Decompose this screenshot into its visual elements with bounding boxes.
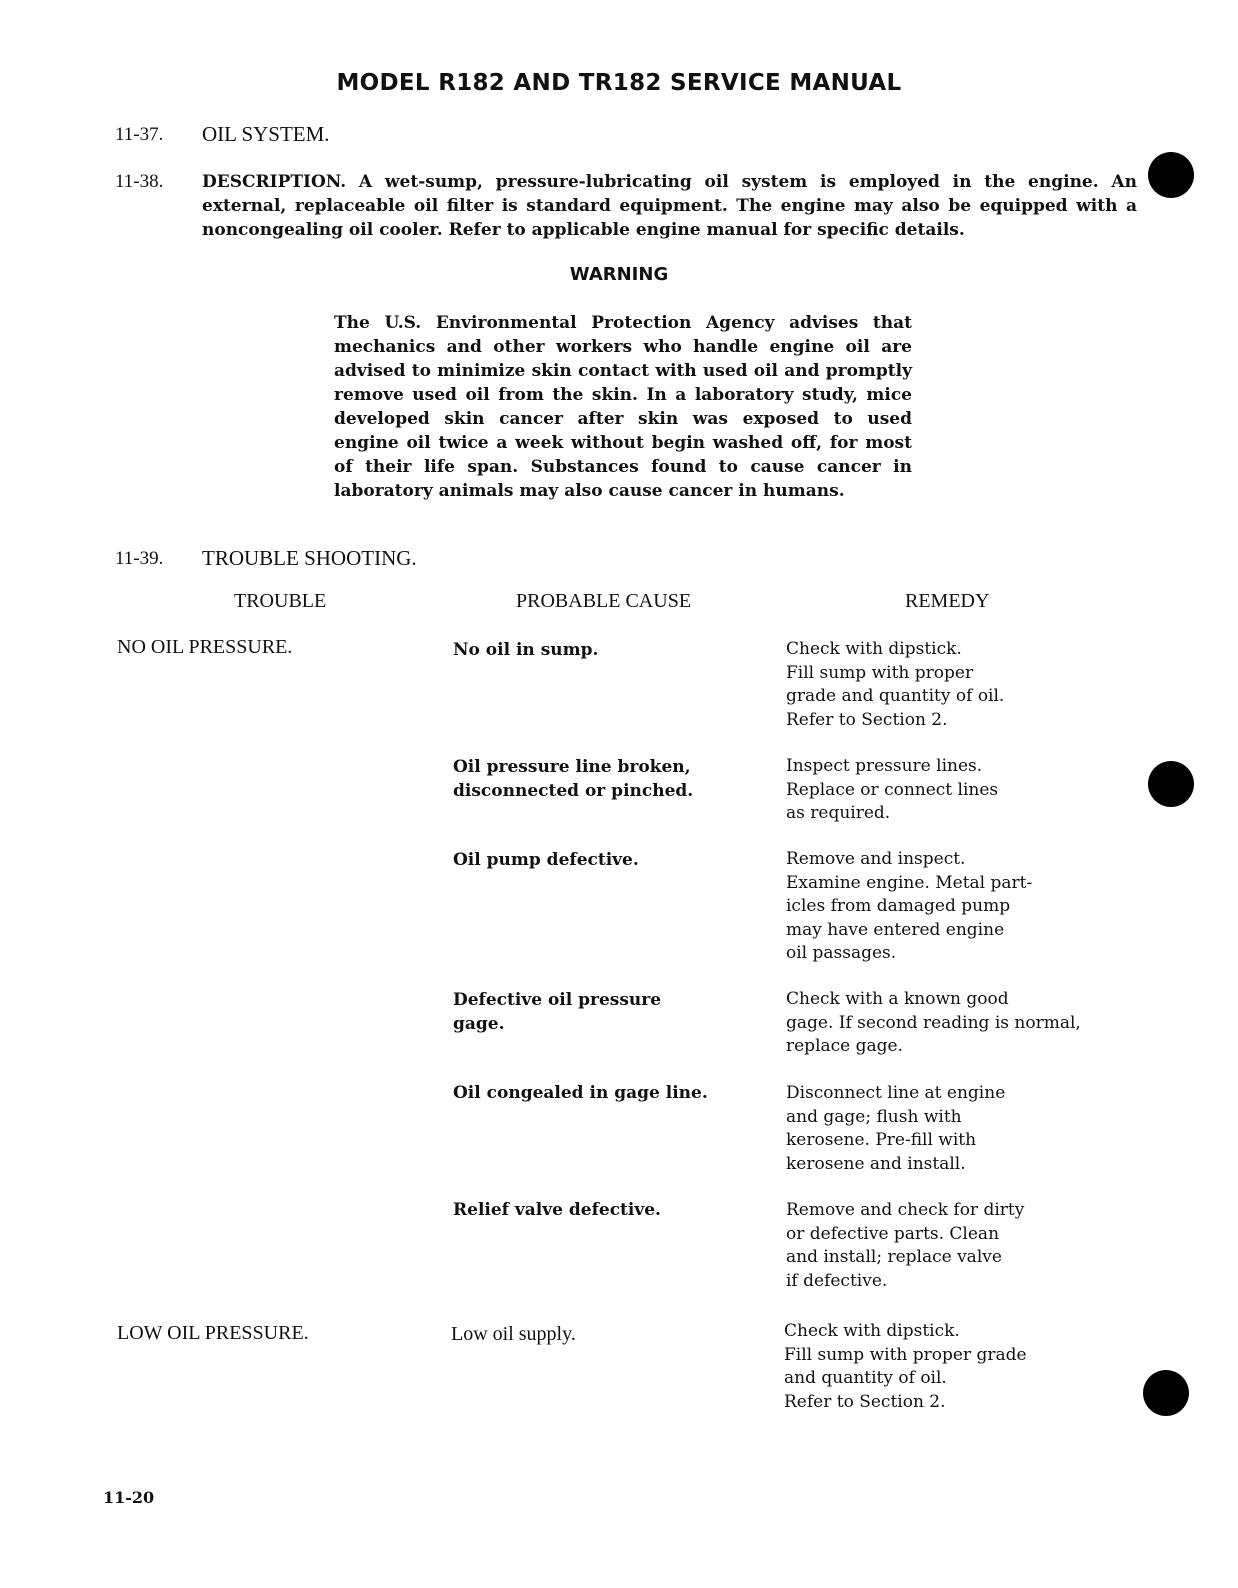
remedy-line: kerosene and install. [786,1153,966,1174]
remedy-line: Disconnect line at engine [786,1083,1006,1103]
remedy-line: Refer to Section 2. [784,1391,946,1412]
column-header-remedy: REMEDY [905,590,990,612]
warning-heading: WARNING [569,264,669,285]
cause-relief-valve-defective: Relief valve defective. [453,1200,661,1220]
remedy-no-oil-in-sump [786,638,1131,732]
remedy-line: kerosene. Pre-fill with [786,1130,977,1150]
remedy-line: Remove and inspect. [786,849,966,869]
page-number: 11-20 [103,1488,155,1507]
remedy-line: grade and quantity of oil. [786,686,1005,706]
remedy-line: Examine engine. Metal part- [786,872,1033,893]
remedy-oil-pressure-line [786,755,1131,826]
trouble-low-oil-pressure: LOW OIL PRESSURE. [117,1322,309,1344]
page-title: MODEL R182 AND TR182 SERVICE MANUAL [336,70,902,96]
remedy-oil-congealed [786,1082,1131,1176]
remedy-line: Refer to Section 2. [786,709,948,730]
cause-oil-pump-defective: Oil pump defective. [453,850,639,870]
section-number-description: 11-38. [115,171,164,192]
punch-hole [1143,1370,1189,1416]
column-header-trouble: TROUBLE [234,590,327,612]
remedy-line: or defective parts. Clean [786,1223,1000,1244]
section-title-oil-system: OIL SYSTEM. [202,122,330,146]
section-number-oil-system: 11-37. [115,124,164,145]
remedy-line: and gage; flush with [786,1106,962,1127]
cause-defective-gage: Defective oil pressure gage. [453,990,662,1034]
remedy-line: Fill sump with proper grade [784,1344,1027,1365]
remedy-line: Inspect pressure lines. [786,756,983,776]
remedy-oil-pump-defective [786,848,1131,966]
remedy-line: as required. [786,803,891,823]
remedy-line: icles from damaged pump [786,896,1011,916]
punch-hole [1148,152,1194,198]
section-number-trouble-shooting: 11-39. [115,548,164,569]
remedy-line: and install; replace valve [786,1247,1002,1267]
remedy-line: gage. If second reading is normal, [786,1012,1081,1033]
remedy-line: Fill sump with proper [786,662,974,683]
trouble-no-oil-pressure: NO OIL PRESSURE. [117,636,293,658]
cause-oil-congealed: Oil congealed in gage line. [453,1083,708,1103]
cause-oil-pressure-line: Oil pressure line broken, disconnected or pinched. [453,757,694,801]
warning-text: The U.S. Environmental Protection Agency advises that mechanics and other workers who handle engine oil are advised to minimize skin contact with used oil and promptly remove used oil from the skin. In a laboratory study, mice developed skin cancer after skin was exposed to used engine oil twice a week without begin washed off, for most of their life span. Substances found to cause cancer in laboratory animals may also cause cancer in humans. [334,313,912,501]
remedy-line: Remove and check for dirty [786,1200,1025,1220]
remedy-line: replace gage. [786,1036,903,1056]
cause-low-oil-supply: Low oil supply. [451,1323,576,1345]
column-header-probable-cause: PROBABLE CAUSE [516,590,692,612]
remedy-line: may have entered engine [786,919,1005,940]
section-title-trouble-shooting: TROUBLE SHOOTING. [202,546,417,570]
remedy-line: Check with a known good [786,989,1009,1009]
remedy-line: oil passages. [786,943,897,963]
remedy-line: Check with dipstick. [786,639,962,659]
cause-no-oil-in-sump: No oil in sump. [453,640,599,660]
description-paragraph: DESCRIPTION. A wet-sump, pressure-lubricating oil system is employed in the engine. An external, replaceable oil filter is standard equipment. The engine may also be equipped with a noncongealing oil cooler. Refer to applicable engine manual for specific details. [202,172,1137,240]
remedy-line: and quantity of oil. [784,1368,947,1388]
remedy-low-oil-supply [784,1320,1129,1414]
remedy-line: Check with dipstick. [784,1321,960,1341]
punch-hole [1148,761,1194,807]
remedy-line: if defective. [786,1270,888,1291]
remedy-relief-valve-defective [786,1199,1131,1293]
remedy-line: Replace or connect lines [786,779,999,800]
remedy-defective-gage [786,988,1131,1059]
